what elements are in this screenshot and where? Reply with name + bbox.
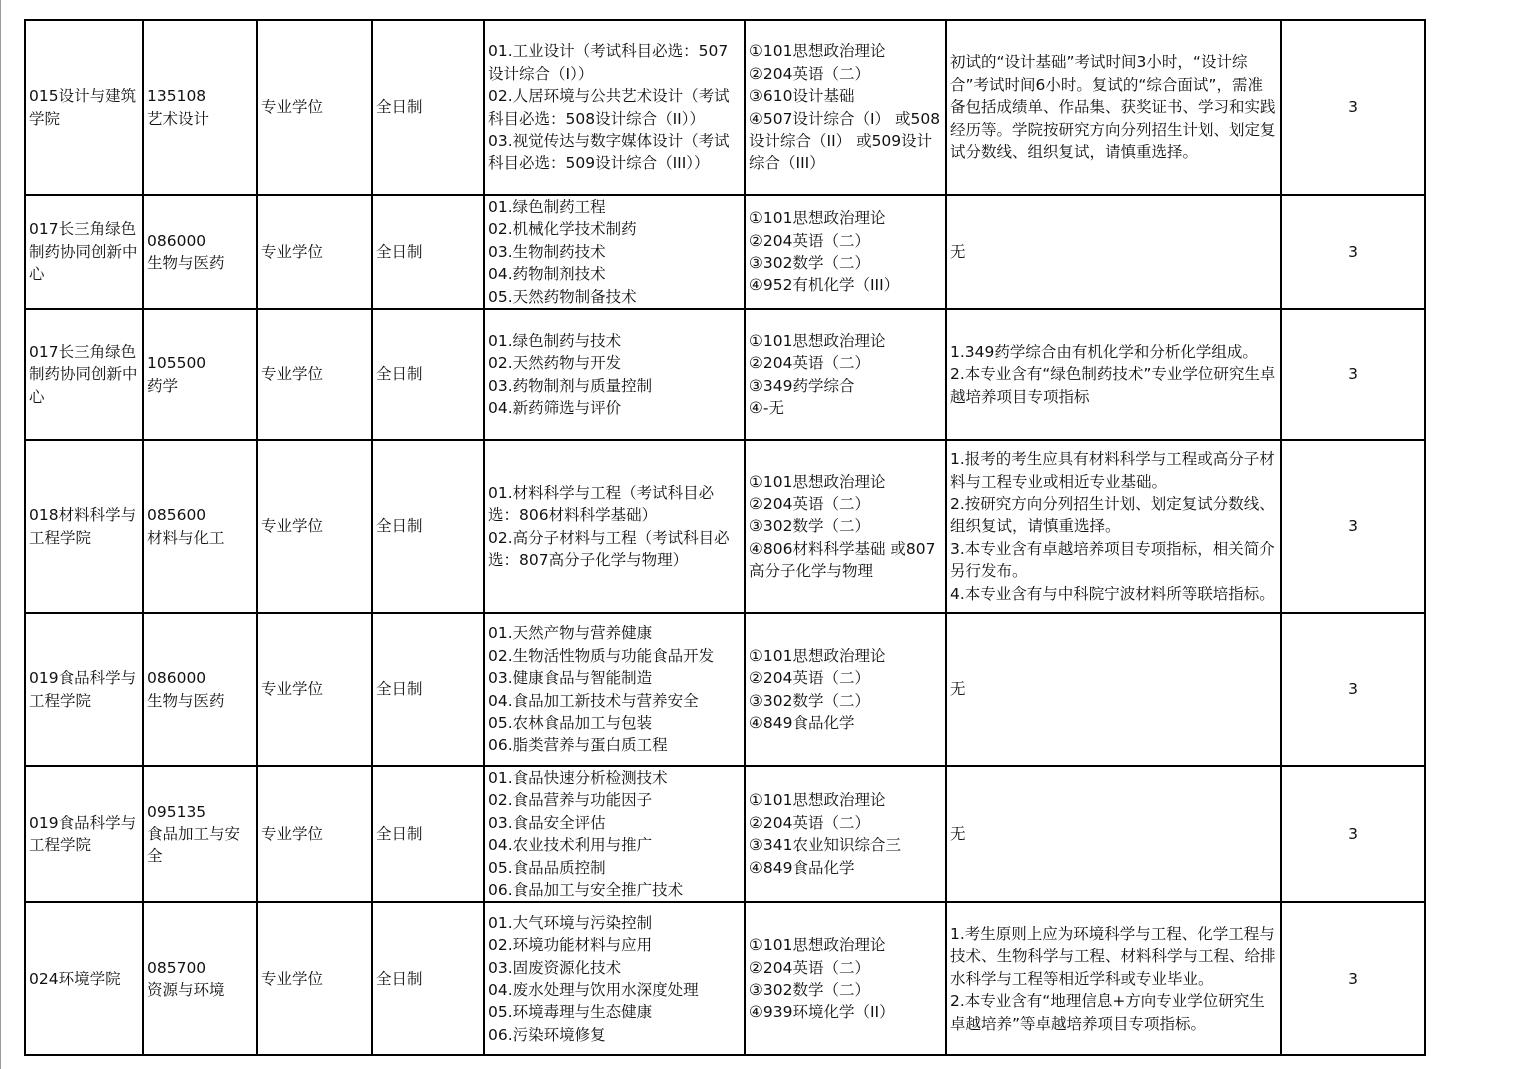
study-mode-cell (372, 309, 484, 440)
research-direction: 06.脂类营养与蛋白质工程 (488, 736, 668, 755)
exam-subject: ④952有机化学（III） (749, 276, 900, 295)
research-direction: 02.高分子材料与工程（考试科目必选：807高分子化学与物理） (488, 528, 730, 569)
college-cell (25, 766, 143, 902)
college-name: 024环境学院 (29, 969, 121, 988)
exam-subject: ④939环境化学（II） (749, 1003, 895, 1022)
college-name: 018材料科学与工程学院 (29, 506, 137, 547)
major-code: 135108 (147, 87, 207, 106)
research-direction: 01.大气环境与污染控制 (488, 913, 653, 932)
major-name: 生物与医药 (147, 691, 225, 710)
research-direction: 02.食品营养与功能因子 (488, 791, 653, 810)
major-cell (143, 440, 257, 613)
degree-type: 专业学位 (261, 680, 324, 699)
table-row (25, 902, 1425, 1055)
study-mode: 全日制 (376, 517, 423, 536)
exam-subject: ③302数学（二） (749, 980, 870, 999)
college-cell (25, 309, 143, 440)
exam-subject: ④-无 (749, 398, 784, 417)
degree-type-cell (257, 195, 372, 309)
major-name: 艺术设计 (147, 109, 210, 128)
notes-cell (946, 766, 1281, 902)
exam-subject: ①101思想政治理论 (749, 472, 886, 491)
major-name: 生物与医药 (147, 254, 225, 273)
left-window-edge (0, 0, 1, 1069)
research-direction: 01.材料科学与工程（考试科目必选：806材料科学基础） (488, 483, 715, 525)
research-direction: 03.生物制药技术 (488, 242, 606, 261)
research-direction: 05.天然药物制备技术 (488, 287, 637, 306)
exam-subject: ①101思想政治理论 (749, 791, 886, 810)
exam-subject: ①101思想政治理论 (749, 42, 886, 61)
exams-cell (745, 195, 946, 309)
research-direction: 01.工业设计（考试科目必选：507设计综合（I）） (488, 42, 729, 83)
study-mode: 全日制 (376, 242, 423, 261)
exam-subject: ①101思想政治理论 (749, 209, 886, 228)
major-code: 085600 (147, 506, 207, 525)
research-direction: 02.人居环境与公共艺术设计（考试科目必选：508设计综合（II）） (488, 87, 730, 128)
directions-cell (484, 20, 745, 195)
degree-type: 专业学位 (261, 969, 324, 988)
study-years: 3 (1348, 825, 1358, 844)
exam-subject: ②204英语（二） (749, 813, 870, 832)
table-row (25, 195, 1425, 309)
study-mode-cell (372, 902, 484, 1055)
exam-subject: ②204英语（二） (749, 958, 870, 977)
note-line: 无 (950, 242, 966, 261)
note-line: 1.报考的考生应具有材料科学与工程或高分子材料与工程专业或相近专业基础。 (950, 450, 1275, 491)
exam-subject: ③341农业知识综合三 (749, 836, 901, 855)
note-line: 2.本专业含有“地理信息+方向专业学位研究生卓越培养”等卓越培养项目专项指标。 (950, 992, 1265, 1033)
years-cell (1281, 20, 1425, 195)
study-mode-cell (372, 440, 484, 613)
research-direction: 04.农业技术利用与推广 (488, 836, 653, 855)
note-line: 2.本专业含有“绿色制药技术”专业学位研究生卓越培养项目专项指标 (950, 365, 1276, 406)
research-direction: 01.绿色制药工程 (488, 198, 606, 216)
exam-subject: ③302数学（二） (749, 254, 870, 273)
note-line: 3.本专业含有卓越培养项目专项指标，相关简介另行发布。 (950, 539, 1275, 581)
directions-cell (484, 766, 745, 902)
research-direction: 05.食品品质控制 (488, 858, 606, 877)
major-cell (143, 195, 257, 309)
study-mode: 全日制 (376, 825, 423, 844)
study-mode: 全日制 (376, 680, 423, 699)
major-name: 食品加工与安全 (147, 825, 241, 866)
degree-type-cell (257, 613, 372, 766)
major-code: 086000 (147, 231, 207, 250)
research-direction: 04.废水处理与饮用水深度处理 (488, 980, 699, 999)
degree-type-cell (257, 20, 372, 195)
research-direction: 03.固废资源化技术 (488, 958, 622, 977)
college-cell (25, 440, 143, 613)
admissions-table (24, 19, 1426, 1056)
study-mode-cell (372, 766, 484, 902)
notes-cell (946, 440, 1281, 613)
research-direction: 02.机械化学技术制药 (488, 220, 637, 239)
table-row (25, 20, 1425, 195)
research-direction: 03.食品安全评估 (488, 813, 606, 832)
study-mode-cell (372, 195, 484, 309)
study-mode: 全日制 (376, 969, 423, 988)
years-cell (1281, 195, 1425, 309)
research-direction: 03.健康食品与智能制造 (488, 669, 653, 688)
degree-type: 专业学位 (261, 98, 324, 117)
degree-type-cell (257, 902, 372, 1055)
major-code: 105500 (147, 354, 207, 373)
research-direction: 02.天然药物与开发 (488, 354, 622, 373)
research-direction: 01.天然产物与营养健康 (488, 624, 653, 643)
exam-subject: ④507设计综合（I） 或508设计综合（II） 或509设计综合（III） (749, 109, 941, 173)
exams-cell (745, 766, 946, 902)
major-code: 085700 (147, 958, 207, 977)
note-line: 1.考生原则上应为环境科学与工程、化学工程与技术、生物科学与工程、材料科学与工程、给排水科学与工程等相近学科或专业毕业。 (950, 924, 1276, 988)
exam-subject: ②204英语（二） (749, 64, 870, 83)
notes-cell (946, 309, 1281, 440)
notes-cell (946, 195, 1281, 309)
years-cell (1281, 440, 1425, 613)
exam-subject: ④849食品化学 (749, 858, 855, 877)
notes-cell (946, 613, 1281, 766)
college-name: 015设计与建筑学院 (29, 87, 137, 128)
notes-cell (946, 902, 1281, 1055)
note-line: 1.349药学综合由有机化学和分析化学组成。 (950, 342, 1258, 361)
major-name: 材料与化工 (147, 528, 225, 547)
major-cell (143, 613, 257, 766)
college-cell (25, 195, 143, 309)
college-cell (25, 902, 143, 1055)
study-years: 3 (1348, 365, 1358, 384)
study-years: 3 (1348, 98, 1358, 117)
college-cell (25, 20, 143, 195)
note-line: 初试的“设计基础”考试时间3小时，“设计综合”考试时间6小时。复试的“综合面试”，需准备包括成绩单、作品集、获奖证书、学习和实践经历等。学院按研究方向分列招生计划、划定复试分数线、组织复试，请慎重选择。 (950, 53, 1276, 162)
exam-subject: ③302数学（二） (749, 517, 870, 536)
years-cell (1281, 902, 1425, 1055)
degree-type-cell (257, 766, 372, 902)
note-line: 无 (950, 825, 966, 844)
study-mode: 全日制 (376, 365, 423, 384)
years-cell (1281, 309, 1425, 440)
major-cell (143, 766, 257, 902)
college-name: 019食品科学与工程学院 (29, 813, 137, 855)
exam-subject: ①101思想政治理论 (749, 331, 886, 350)
exams-cell (745, 613, 946, 766)
table-row (25, 440, 1425, 613)
study-mode-cell (372, 20, 484, 195)
exam-subject: ③610设计基础 (749, 87, 855, 106)
exams-cell (745, 309, 946, 440)
study-years: 3 (1348, 969, 1358, 988)
degree-type-cell (257, 309, 372, 440)
directions-cell (484, 902, 745, 1055)
research-direction: 04.药物制剂技术 (488, 265, 606, 284)
exams-cell (745, 902, 946, 1055)
degree-type: 专业学位 (261, 517, 324, 536)
directions-cell (484, 440, 745, 613)
directions-cell (484, 309, 745, 440)
study-mode: 全日制 (376, 98, 423, 117)
table-row (25, 766, 1425, 902)
research-direction: 03.视觉传达与数字媒体设计（考试科目必选：509设计综合（III）） (488, 131, 730, 173)
years-cell (1281, 766, 1425, 902)
exam-subject: ③349药学综合 (749, 376, 855, 395)
exam-subject: ①101思想政治理论 (749, 646, 886, 665)
research-direction: 03.药物制剂与质量控制 (488, 376, 653, 395)
college-name: 017长三角绿色制药协同创新中心 (29, 342, 138, 406)
table-body (25, 20, 1425, 1055)
table-row (25, 613, 1425, 766)
exam-subject: ①101思想政治理论 (749, 936, 886, 955)
directions-cell (484, 613, 745, 766)
exam-subject: ②204英语（二） (749, 231, 870, 250)
research-direction: 06.污染环境修复 (488, 1025, 606, 1044)
major-code: 086000 (147, 669, 207, 688)
years-cell (1281, 613, 1425, 766)
directions-cell (484, 195, 745, 309)
research-direction: 02.生物活性物质与功能食品开发 (488, 646, 715, 665)
major-code: 095135 (147, 802, 207, 821)
major-cell (143, 309, 257, 440)
study-years: 3 (1348, 517, 1358, 536)
research-direction: 01.绿色制药与技术 (488, 331, 622, 350)
college-name: 019食品科学与工程学院 (29, 669, 137, 710)
degree-type: 专业学位 (261, 365, 324, 384)
exam-subject: ③302数学（二） (749, 691, 870, 710)
note-line: 4.本专业含有与中科院宁波材料所等联培指标。 (950, 584, 1275, 603)
exam-subject: ②204英语（二） (749, 354, 870, 373)
exam-subject: ②204英语（二） (749, 494, 870, 513)
notes-cell (946, 20, 1281, 195)
college-name: 017长三角绿色制药协同创新中心 (29, 220, 138, 284)
college-cell (25, 613, 143, 766)
research-direction: 04.食品加工新技术与营养安全 (488, 691, 699, 710)
research-direction: 02.环境功能材料与应用 (488, 936, 653, 955)
study-years: 3 (1348, 680, 1358, 699)
exam-subject: ④849食品化学 (749, 713, 855, 732)
major-cell (143, 20, 257, 195)
table-row (25, 309, 1425, 440)
degree-type: 专业学位 (261, 825, 324, 844)
exams-cell (745, 440, 946, 613)
note-line: 无 (950, 680, 966, 699)
major-name: 资源与环境 (147, 980, 225, 999)
exams-cell (745, 20, 946, 195)
exam-subject: ④806材料科学基础 或807高分子化学与物理 (749, 539, 936, 581)
research-direction: 01.食品快速分析检测技术 (488, 769, 668, 788)
research-direction: 05.农林食品加工与包装 (488, 713, 653, 732)
degree-type-cell (257, 440, 372, 613)
research-direction: 06.食品加工与安全推广技术 (488, 881, 684, 900)
degree-type: 专业学位 (261, 242, 324, 261)
study-mode-cell (372, 613, 484, 766)
major-name: 药学 (147, 376, 179, 395)
major-cell (143, 902, 257, 1055)
study-years: 3 (1348, 242, 1358, 261)
note-line: 2.按研究方向分列招生计划、划定复试分数线、组织复试，请慎重选择。 (950, 494, 1275, 536)
research-direction: 05.环境毒理与生态健康 (488, 1003, 653, 1022)
exam-subject: ②204英语（二） (749, 669, 870, 688)
research-direction: 04.新药筛选与评价 (488, 398, 622, 417)
